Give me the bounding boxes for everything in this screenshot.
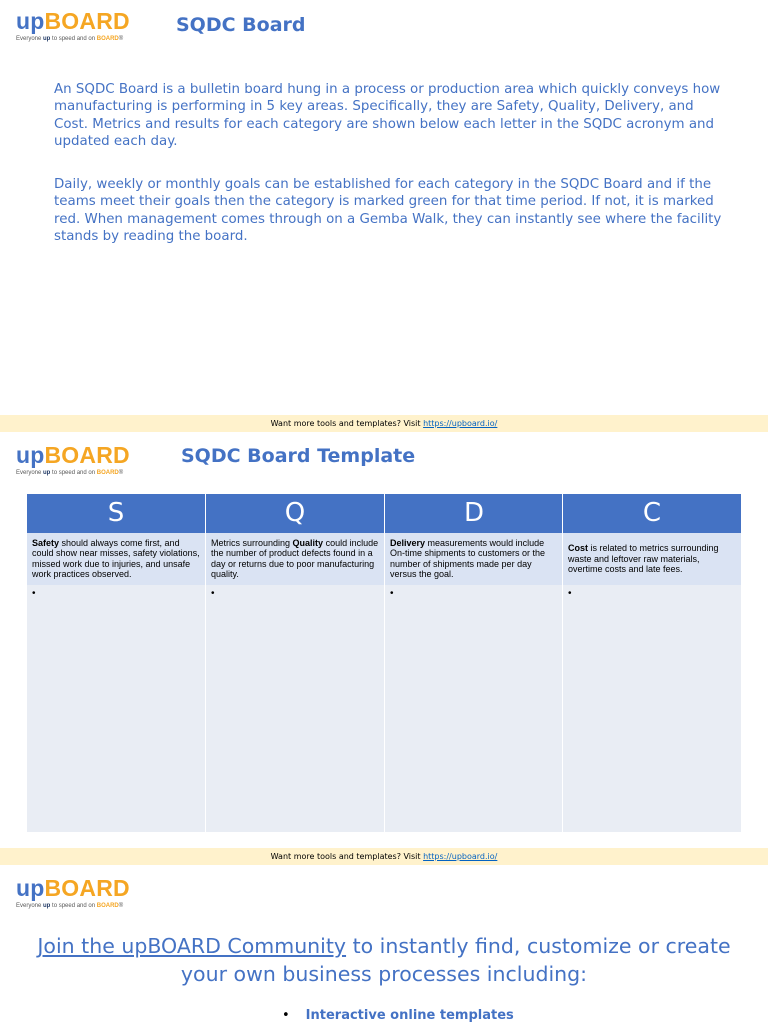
column-cost <box>562 494 741 832</box>
template-title: SQDC Board Template <box>181 445 416 467</box>
upboard-logo: upBOARD Everyone up to speed and on BOARD® <box>16 875 130 909</box>
community-callout: Join the upBOARD Community to instantly find, customize or create your own business processes including: <box>37 934 731 986</box>
quality-description: Metrics surrounding Quality could include the number of product defects found in a day or returns due to poor manufacturing quality. <box>206 533 384 585</box>
safety-entry-area[interactable] <box>27 585 205 832</box>
list-item: • Interactive online templates <box>282 1008 514 1023</box>
letter-d: D <box>385 494 563 533</box>
sqdc-grid <box>27 494 741 832</box>
promo-banner: Want more tools and templates? Visit https://upboard.io/ <box>0 848 768 865</box>
column-delivery <box>384 494 563 832</box>
cost-description: Cost is related to metrics surrounding waste and leftover raw materials, overtime costs and late fees. <box>563 533 741 585</box>
intro-paragraph-1: An SQDC Board is a bulletin board hung in a process or production area which quickly conveys how manufacturing is performing in 5 key areas. Specifically, they are Safety, Quality, Delivery, and Cost. Metrics and results for each category are shown below each letter in the SQDC acronym and updated each day. <box>54 82 721 150</box>
letter-q: Q <box>206 494 384 533</box>
bullet: • <box>211 588 215 599</box>
bullet: • <box>568 588 572 599</box>
bullet: • <box>32 588 36 599</box>
delivery-entry-area[interactable] <box>385 585 563 832</box>
promo-banner: Want more tools and templates? Visit https://upboard.io/ <box>0 415 768 432</box>
quality-entry-area[interactable] <box>206 585 384 832</box>
bullet: • <box>390 588 394 599</box>
column-safety <box>27 494 205 832</box>
safety-description: Safety should always come first, and could show near misses, safety violations, missed work due to injuries, and unsafe work practices observed. <box>27 533 205 585</box>
intro-paragraph-2: Daily, weekly or monthly goals can be established for each category in the SQDC Board and if the teams meet their goals then the category is marked green for that time period. If not, it is marked red. When management comes through on a Gemba Walk, they can instantly see where the facility stands by reading the board. <box>54 177 722 245</box>
page-title: SQDC Board <box>176 14 306 36</box>
column-quality <box>205 494 384 832</box>
upboard-logo: upBOARD Everyone up to speed and on BOARD® <box>16 8 130 42</box>
delivery-description: Delivery measurements would include On-time shipments to customers or the number of shipments made per day versus the goal. <box>385 533 563 585</box>
upboard-link[interactable]: https://upboard.io/ <box>423 852 498 861</box>
letter-c: C <box>563 494 741 533</box>
join-community-link[interactable]: Join the upBOARD Community <box>37 934 347 958</box>
letter-s: S <box>27 494 205 533</box>
upboard-link[interactable]: https://upboard.io/ <box>423 419 498 428</box>
cost-entry-area[interactable] <box>563 585 741 832</box>
upboard-logo: upBOARD Everyone up to speed and on BOARD® <box>16 442 130 476</box>
